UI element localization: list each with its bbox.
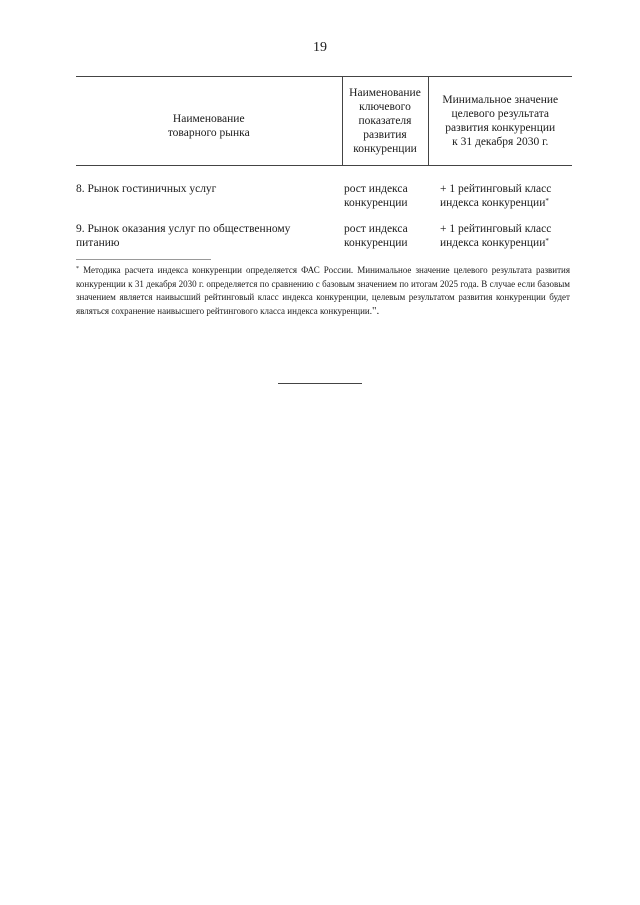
min-value-cell	[428, 222, 572, 262]
market-cell	[76, 182, 342, 222]
end-of-document-rule	[278, 383, 362, 384]
min-value-text: + 1 рейтинговый класс индекса конкуренции	[440, 223, 552, 249]
market-name: 9. Рынок оказания услуг по общественному питанию	[76, 223, 291, 249]
min-value-text: + 1 рейтинговый класс индекса конкуренции	[440, 183, 552, 209]
footnote-ref: *	[545, 197, 549, 205]
header-indicator-label: Наименование ключевого показателя развития конкуренции	[349, 87, 421, 155]
market-name: 8. Рынок гостиничных услуг	[76, 183, 217, 195]
footnote-ref: *	[545, 237, 549, 245]
footnote-mark: *	[76, 266, 79, 272]
header-min-value-label: Минимальное значение целевого результата развития конкуренции к 31 декабря 2030 г.	[442, 94, 559, 148]
header-market	[76, 77, 342, 166]
indicator-name: рост индекса конкуренции	[344, 223, 408, 249]
table-row	[76, 182, 572, 222]
header-indicator	[342, 77, 428, 166]
indicator-cell	[342, 222, 428, 262]
table-row	[76, 222, 572, 262]
table-header-row	[76, 77, 572, 166]
footnote-separator	[76, 259, 211, 260]
footnote	[76, 264, 570, 318]
footnote-text: Методика расчета индекса конкуренции определяется ФАС России. Минимальное значение целевого результата развития конкуренции к 31 декабря 2030 г. определяется по сравнению с базовым значением по итогам 2025 года. В случае если базовым значением является наивысший рейтинговый класс индекса конкуренции, целевым результатом развития конкуренции будет являться сохранение наивысшего рейтингового класса индекса конкуренции.	[76, 265, 570, 316]
min-value-cell	[428, 182, 572, 222]
indicator-name: рост индекса конкуренции	[344, 183, 408, 209]
header-min-value	[428, 77, 572, 166]
market-cell	[76, 222, 342, 262]
page-number: 19	[313, 40, 327, 55]
footnote-closing: ".	[371, 304, 380, 317]
indicator-cell	[342, 182, 428, 222]
header-market-label: Наименование товарного рынка	[167, 113, 250, 139]
competition-targets-table	[76, 76, 572, 262]
